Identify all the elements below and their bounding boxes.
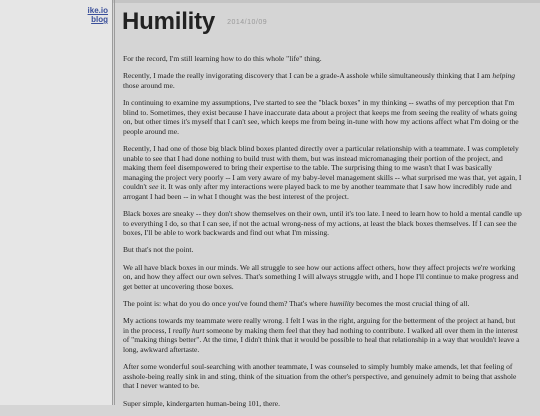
post-body [123,54,523,416]
post-paragraph [123,71,523,90]
paragraph-text: We all have black boxes in our minds. We all struggle to see how our actions affect others, how they affect projects we're working on, and how they affect our own selves. That's something I will always struggle with, and I hope I'll continue to make progress and get better at uncovering those boxes. [123,262,519,291]
post-title: Humility [122,8,216,35]
paragraph-text: The point is: what do you do once you've found them? That's where [123,299,330,309]
post-paragraph [123,263,523,292]
paragraph-text: Black boxes are sneaky -- they don't show themselves on their own, until it's too late. I need to learn how to hold a mental candle up to everything I do, so that I can see, if not the actual wrong-ness of my actions, at least the black boxes themselves. If I can see the boxes, I'll be able to work backwards and find out what I'm missing. [123,209,522,238]
paragraph-text: those around me. [123,80,175,90]
post-paragraph [123,245,523,255]
post-paragraph [123,299,523,309]
paragraph-text: Recently, I made the really invigorating discovery that I can be a grade-A asshole while simultaneously thinking that I am [123,71,493,81]
paragraph-text: After some wonderful soul-searching with another teammate, I was counseled to simply humbly make amends, let that feeling of asshole-being really sink in and sting, think of the situation from the other's perspective, and genuinely admit to being that asshole that I never wanted to be. [123,362,517,391]
paragraph-text: In continuing to examine my assumptions, I've started to see the "black boxes" in my thinking -- swaths of my perception that I'm blind to. Sometimes, they exist because I have inaccurate data about a project that keeps me from seeing the reality of whats going on, but other times it's myself that I can't see, which keeps me from being in-tune with how my actions affect what I'm doing or the people around me. [123,97,519,136]
post-paragraph [123,209,523,238]
post-paragraph [123,399,523,409]
paragraph-text: But that's not the point. [123,245,194,255]
paragraph-text: Super simple, kindergarten human-being 101, there. [123,398,281,408]
post-paragraph [123,54,523,64]
site-home-link[interactable]: ike.io [87,6,108,15]
post-date: 2014/10/09 [227,19,268,26]
post-paragraph [123,98,523,136]
paragraph-text: My actions towards my teammate were really wrong. I felt I was in the right, arguing for the betterment of the project at hand, but in the process, I [123,316,516,335]
paragraph-text: someone by making them feel that they had nothing to contribute. I walked all over them in the interest of "making things better". At the time, I didn't think that it would be possible to heal that relationship in a way that wouldn't leave a long, awkward aftertaste. [123,325,520,354]
post-paragraph [123,144,523,202]
post-header [122,8,267,36]
post-paragraph [123,362,523,391]
top-border [112,0,540,3]
emphasis-text: humility [329,299,355,309]
paragraph-text: Recently, I had one of those big black blind boxes planted directly over a particular relationship with a teammate. I was completely unable to see that I had done nothing to build trust with them, but was instead micromanaging their portion of the project, and making them feel disempowered to bring their expertise to the table. The surprising thing to me wasn't that I was basically managing the project very poorly -- I am very aware of my baby-level management skills -- what surprised me was that, yet again, I couldn't [123,143,522,192]
emphasis-text: helping [492,71,516,81]
emphasis-text: see [148,182,159,192]
left-divider-line-inner [114,0,115,405]
paragraph-text: it. It was only after my interactions were played back to me by another teammate that I saw how incredibly rude and arrogant I had been -- in what I thought was the best interest of the project. [123,182,512,201]
blog-link[interactable]: blog [91,15,108,24]
paragraph-text: For the record, I'm still learning how to do this whole "life" thing. [123,54,322,63]
paragraph-text: becomes the most crucial thing of all. [354,299,470,309]
left-divider-line [112,0,113,405]
post-paragraph [123,316,523,354]
blog-nav [88,6,108,24]
emphasis-text: really hurt [172,325,205,335]
